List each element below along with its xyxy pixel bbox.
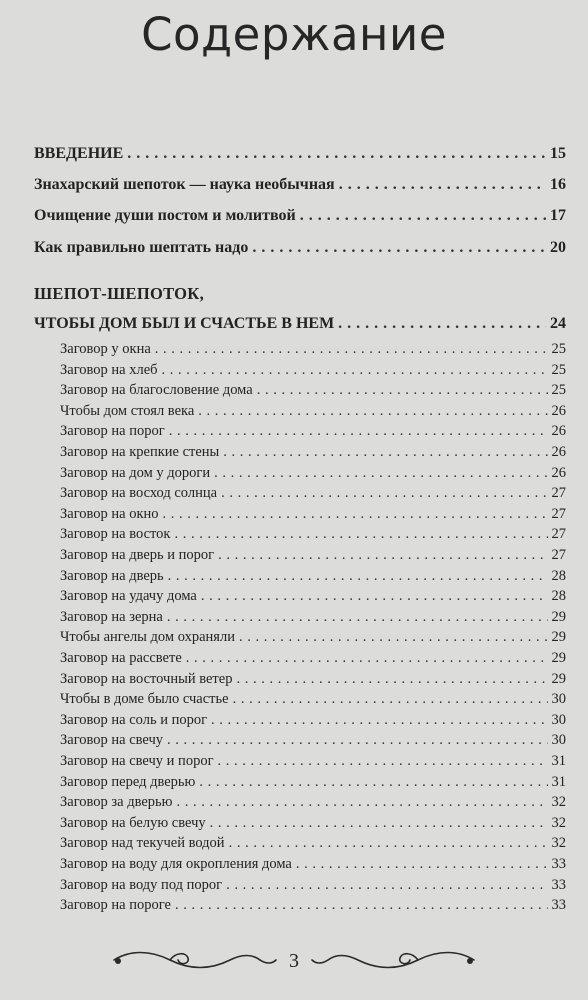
entry-title: Заговор за дверью <box>60 794 173 810</box>
toc-entry[interactable] <box>60 362 566 379</box>
page-ref: 31 <box>551 774 566 790</box>
section-heading-line2: ЧТОБЫ ДОМ БЫЛ И СЧАСТЬЕ В НЕМ <box>34 315 335 332</box>
leader-dots <box>127 145 546 163</box>
entry-title: Заговор на соль и порог <box>60 712 208 728</box>
entry-title: Заговор на благословение дома <box>60 382 253 398</box>
entry-title: Заговор у окна <box>60 341 151 357</box>
leader-dots <box>210 815 548 832</box>
page-ref: 32 <box>551 794 566 810</box>
page-ref: 27 <box>551 526 566 542</box>
page-ref: 24 <box>550 315 566 332</box>
page-ref: 33 <box>551 856 566 872</box>
entry-title: Заговор на воду для окропления дома <box>60 856 292 872</box>
page-ref: 25 <box>551 382 566 398</box>
page-ref: 30 <box>551 691 566 707</box>
entry-title: Заговор над текучей водой <box>60 835 225 851</box>
toc-entry-main[interactable] <box>34 176 566 194</box>
page-ref: 29 <box>551 609 566 625</box>
page-ref: 29 <box>551 650 566 666</box>
page-ref: 27 <box>551 506 566 522</box>
leader-dots <box>236 671 547 688</box>
entry-title: Заговор на хлеб <box>60 362 158 378</box>
leader-dots <box>223 444 547 461</box>
entry-title: Заговор на свечу и порог <box>60 753 214 769</box>
leader-dots <box>300 207 546 225</box>
leader-dots <box>257 382 548 399</box>
leader-dots <box>167 609 548 626</box>
page-ref: 16 <box>550 176 566 193</box>
toc-entry[interactable] <box>60 753 566 770</box>
entry-title: Заговор на зерна <box>60 609 163 625</box>
leader-dots <box>169 423 548 440</box>
page-ref: 20 <box>550 239 566 256</box>
leader-dots <box>229 835 548 852</box>
entry-title: Заговор на свечу <box>60 732 164 748</box>
entry-title: Знахарский шепоток — наука необычная <box>34 176 335 193</box>
leader-dots <box>218 547 547 564</box>
toc-entry[interactable] <box>60 444 566 461</box>
leader-dots <box>176 794 547 811</box>
leader-dots <box>239 629 548 646</box>
leader-dots <box>339 176 546 194</box>
toc-entry[interactable] <box>60 691 566 708</box>
entry-title: Заговор на дом у дороги <box>60 465 211 481</box>
leader-dots <box>174 526 547 543</box>
toc-entry[interactable] <box>60 794 566 811</box>
leader-dots <box>199 774 547 791</box>
entry-title: Заговор перед дверью <box>60 774 196 790</box>
entry-title: Заговор на окно <box>60 506 159 522</box>
toc-entry[interactable] <box>60 465 566 482</box>
leader-dots <box>211 712 547 729</box>
page-ref: 29 <box>551 671 566 687</box>
toc-entry[interactable] <box>60 547 566 564</box>
page-ref: 25 <box>551 362 566 378</box>
leader-dots <box>175 897 548 914</box>
entry-title: Заговор на порог <box>60 423 165 439</box>
entry-title: Как правильно шептать надо <box>34 239 249 256</box>
page-ref: 27 <box>551 485 566 501</box>
page-ref: 28 <box>551 588 566 604</box>
section-heading-line1: ШЕПОТ-ШЕПОТОК, <box>34 284 204 303</box>
toc-entry[interactable] <box>60 588 566 605</box>
entry-title: Заговор на воду под порог <box>60 877 223 893</box>
toc-entry[interactable] <box>60 835 566 852</box>
page-ref: 26 <box>551 403 566 419</box>
leader-dots <box>167 732 547 749</box>
leader-dots <box>198 403 547 420</box>
toc-entry[interactable] <box>60 568 566 585</box>
toc-entry[interactable] <box>60 629 566 646</box>
leader-dots <box>233 691 548 708</box>
page-title: Содержание <box>141 8 447 61</box>
entry-title: Очищение души постом и молитвой <box>34 207 296 224</box>
toc-entry[interactable] <box>60 526 566 543</box>
leader-dots <box>163 506 548 523</box>
leader-dots <box>221 485 547 502</box>
leader-dots <box>218 753 548 770</box>
toc-entry-main[interactable] <box>34 145 566 163</box>
entry-title: Чтобы в доме было счастье <box>60 691 229 707</box>
page-ref: 29 <box>551 629 566 645</box>
page-ref: 33 <box>551 897 566 913</box>
entry-title: Заговор на удачу дома <box>60 588 197 604</box>
entry-title: Заговор на пороге <box>60 897 171 913</box>
page-ref: 31 <box>551 753 566 769</box>
leader-dots <box>214 465 547 482</box>
toc-entry[interactable] <box>60 856 566 873</box>
toc-entry[interactable] <box>60 774 566 791</box>
page-ref: 17 <box>550 207 566 224</box>
toc-entry[interactable] <box>60 897 566 914</box>
page-ref: 27 <box>551 547 566 563</box>
entry-title: Заговор на дверь и порог <box>60 547 215 563</box>
entry-title: Заговор на крепкие стены <box>60 444 220 460</box>
leader-dots <box>186 650 548 667</box>
toc-entry[interactable] <box>60 506 566 523</box>
page-number: 3 <box>289 950 299 972</box>
toc-entry[interactable] <box>60 650 566 667</box>
entry-title: Заговор на восток <box>60 526 171 542</box>
page-ref: 32 <box>551 815 566 831</box>
page-ref: 33 <box>551 877 566 893</box>
leader-dots <box>155 341 548 358</box>
page-ref: 25 <box>551 341 566 357</box>
entry-title: Чтобы ангелы дом охраняли <box>60 629 235 645</box>
toc-entry[interactable] <box>60 815 566 832</box>
toc-entry[interactable] <box>60 382 566 399</box>
entry-title: ВВЕДЕНИЕ <box>34 145 124 162</box>
leader-dots <box>338 315 546 333</box>
entry-title: Заговор на белую свечу <box>60 815 206 831</box>
page-ref: 26 <box>551 444 566 460</box>
page-ref: 32 <box>551 835 566 851</box>
toc-entry[interactable] <box>60 341 566 358</box>
entry-title: Чтобы дом стоял века <box>60 403 195 419</box>
toc-entry[interactable] <box>60 609 566 626</box>
toc-entry[interactable] <box>60 485 566 502</box>
page-ref: 30 <box>551 732 566 748</box>
toc-entry[interactable] <box>60 732 566 749</box>
leader-dots <box>162 362 548 379</box>
leader-dots <box>201 588 548 605</box>
page-ref: 26 <box>551 423 566 439</box>
section-heading-entry[interactable] <box>34 315 566 333</box>
toc-entry[interactable] <box>60 877 566 894</box>
page-ref: 28 <box>551 568 566 584</box>
entry-title: Заговор на восточный ветер <box>60 671 233 687</box>
leader-dots <box>226 877 547 894</box>
entry-title: Заговор на восход солнца <box>60 485 218 501</box>
toc-entry[interactable] <box>60 403 566 420</box>
toc-entry[interactable] <box>60 671 566 688</box>
entry-title: Заговор на дверь <box>60 568 164 584</box>
toc-entry-main[interactable] <box>34 207 566 225</box>
leader-dots <box>296 856 548 873</box>
leader-dots <box>252 239 546 257</box>
toc-entry[interactable] <box>60 712 566 729</box>
leader-dots <box>168 568 548 585</box>
toc-entry[interactable] <box>60 423 566 440</box>
page-ref: 15 <box>550 145 566 162</box>
entry-title: Заговор на рассвете <box>60 650 182 666</box>
page-ref: 26 <box>551 465 566 481</box>
page-ref: 30 <box>551 712 566 728</box>
toc-entry-main[interactable] <box>34 239 566 257</box>
